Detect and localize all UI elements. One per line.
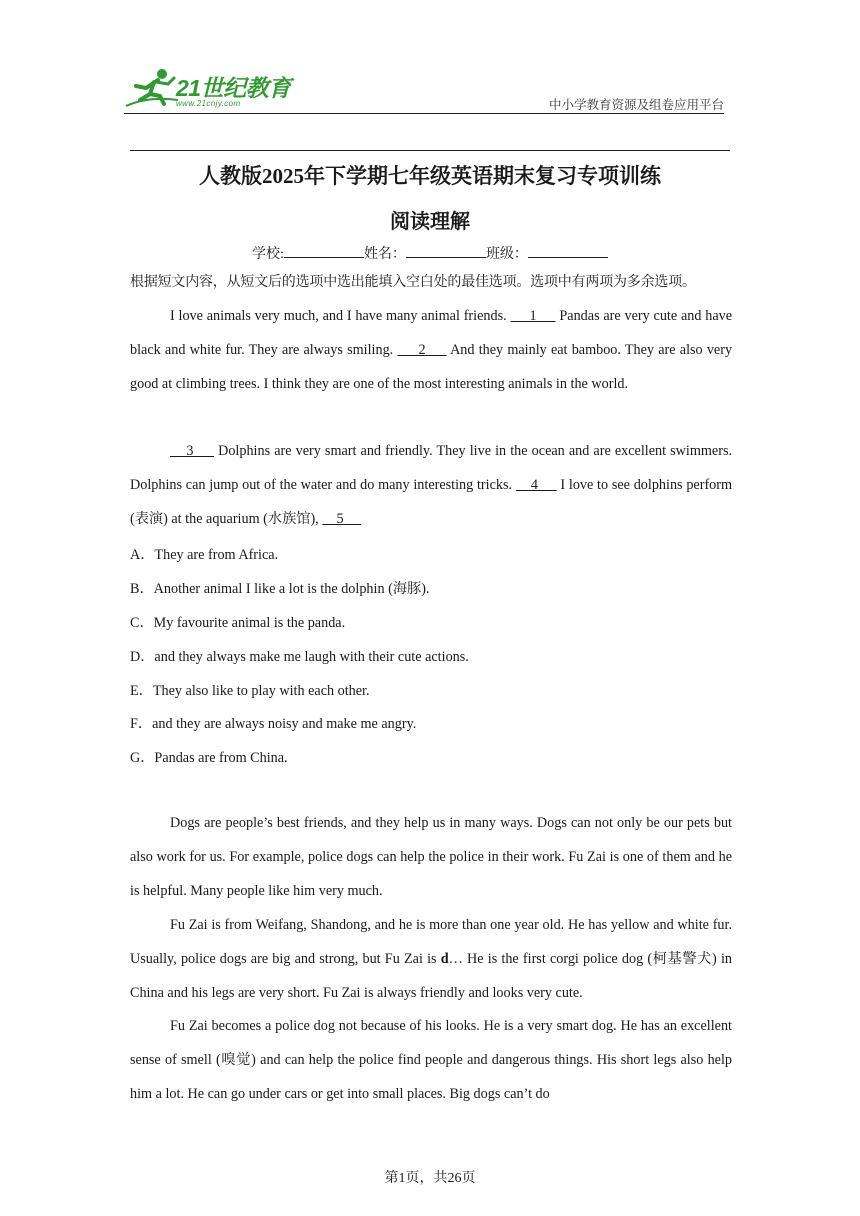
running-figure-icon	[124, 66, 180, 112]
blank-2: 2	[418, 342, 426, 358]
page-number: 第1页，共26页	[384, 1171, 476, 1186]
school-label: 学校:	[252, 247, 284, 262]
class-label: 班级：	[485, 247, 528, 262]
passage2-paragraph2	[130, 908, 732, 1010]
logo-text: 21世纪教育	[176, 75, 291, 101]
title-divider	[130, 150, 730, 151]
name-blank[interactable]	[406, 244, 486, 258]
sentence: And they mainly eat bamboo. They are also very good at climbing trees. I think they are one of the most interesting animals in the world.	[130, 342, 733, 392]
school-blank[interactable]	[284, 244, 364, 258]
page-subtitle: 阅读理解	[390, 209, 470, 233]
sentence: … He is the first corgi police dog (柯基警犬) in China and his legs are very short. Fu Zai is always friendly and looks very cute.	[130, 951, 732, 1001]
option-f: F．and they are always noisy and make me angry.	[130, 716, 417, 732]
logo-url: www.21cnjy.com	[176, 99, 241, 108]
option-b: B．Another animal I like a lot is the dolphin (海豚).	[130, 581, 430, 597]
passage1-paragraph2	[130, 434, 732, 536]
passage2-paragraph3: Fu Zai becomes a police dog not because of his looks. He is a very smart dog. He has an excellent sense of smell (嗅觉) and can help the police find people and dangerous things. His short legs also help him a lot. He can go under cars or get into small places. Big dogs can’t do	[130, 1018, 732, 1102]
logo	[124, 66, 294, 112]
option-d: D．and they always make me laugh with their cute actions.	[130, 649, 469, 665]
passage1-paragraph1	[130, 299, 732, 401]
class-blank[interactable]	[528, 244, 608, 258]
blank-1: 1	[529, 308, 537, 324]
header-tagline: 中小学教育资源及组卷应用平台	[548, 98, 724, 112]
blank-4: 4	[530, 477, 538, 493]
sentence: Dolphins are very smart and friendly. They live in the ocean and are excellent swimmers. Dolphins can jump out of the water and do many interesting tricks.	[130, 443, 733, 493]
sentence: Fu Zai is from Weifang, Shandong, and he is more than one year old. He has yellow and white fur. Usually, police dogs are big and strong, but Fu Zai is	[130, 917, 732, 967]
option-e: E．They also like to play with each other.	[130, 683, 370, 699]
bold-letter: d	[440, 951, 449, 967]
blank-5: 5	[336, 511, 344, 527]
sentence: I love to see dolphins perform (表演) at the aquarium (水族馆),	[130, 477, 733, 527]
instruction: 根据短文内容，从短文后的选项中选出能填入空白处的最佳选项。选项中有两项为多余选项。	[130, 275, 696, 290]
sentence: I love animals very much, and I have many animal friends.	[170, 308, 507, 324]
option-c: C．My favourite animal is the panda.	[130, 615, 346, 631]
option-a: A．They are from Africa.	[130, 547, 279, 563]
header-divider	[124, 113, 724, 114]
page-title: 人教版2025年下学期七年级英语期末复习专项训练	[199, 164, 661, 188]
option-g: G．Pandas are from China.	[130, 750, 288, 766]
sentence: Pandas are very cute and have black and white fur. They are always smiling.	[130, 308, 733, 358]
passage2-paragraph1: Dogs are people’s best friends, and they help us in many ways. Dogs can not only be our pets but also work for us. For example, police dogs can help the police in their work. Fu Zai is one of them and he is helpful. Many people like him very much.	[130, 815, 732, 899]
blank-3: 3	[186, 443, 194, 459]
student-info	[0, 243, 860, 263]
name-label: 姓名：	[363, 247, 406, 262]
